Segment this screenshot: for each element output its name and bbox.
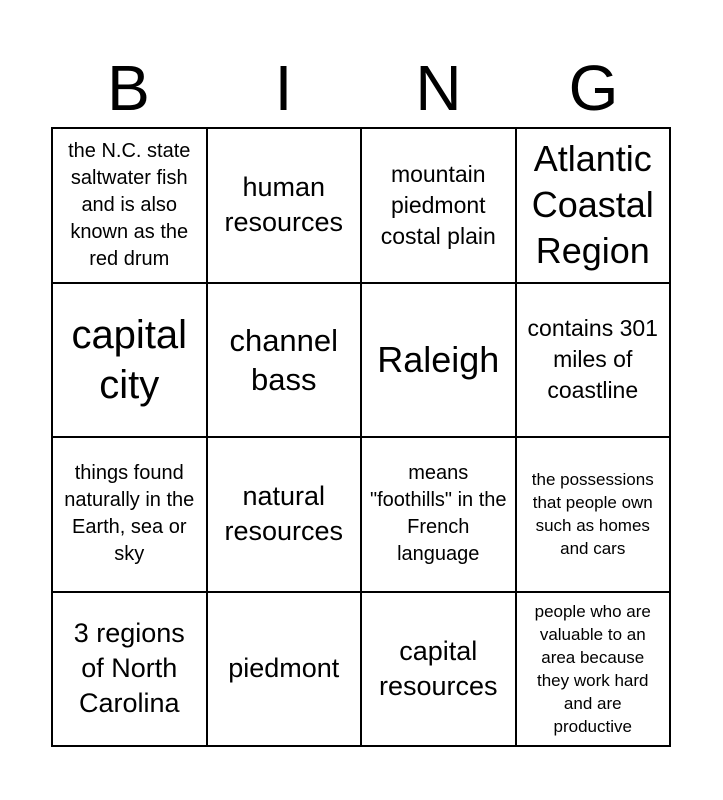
bingo-cell[interactable] xyxy=(516,437,671,592)
bingo-cell[interactable] xyxy=(207,283,362,438)
cell-text: human resources xyxy=(224,172,344,238)
cell-text: the N.C. state saltwater fish and is also known as the red drum xyxy=(68,139,191,270)
cell-text: people who are valuable to an area because they work hard and are productive xyxy=(534,601,651,736)
bingo-board xyxy=(51,127,671,747)
cell-text: the possessions that people own such as homes and cars xyxy=(531,470,654,559)
bingo-cell[interactable] xyxy=(207,128,362,283)
cell-text: capital city xyxy=(71,312,188,407)
cell-text: contains 301 miles of coastline xyxy=(527,315,658,404)
bingo-cell[interactable] xyxy=(361,128,516,283)
bingo-cell[interactable] xyxy=(516,592,671,747)
header-letter-n: N xyxy=(415,52,462,124)
cell-text: things found naturally in the Earth, sea or sky xyxy=(64,462,195,566)
bingo-cell[interactable] xyxy=(52,592,207,747)
bingo-cell[interactable] xyxy=(207,592,362,747)
bingo-cell[interactable] xyxy=(361,592,516,747)
bingo-cell[interactable] xyxy=(361,437,516,592)
header-letter-g: G xyxy=(568,52,619,124)
header-letter-b: B xyxy=(107,52,150,124)
cell-text: mountain piedmont costal plain xyxy=(380,160,496,249)
bingo-cell[interactable] xyxy=(361,283,516,438)
cell-text: means "foothills" in the French language xyxy=(370,462,507,566)
bingo-cell[interactable] xyxy=(207,437,362,592)
cell-text: natural resources xyxy=(224,481,344,547)
bingo-header xyxy=(51,52,671,124)
bingo-cell[interactable] xyxy=(516,128,671,283)
cell-text: Atlantic Coastal Region xyxy=(531,138,654,272)
cell-text: 3 regions of North Carolina xyxy=(73,618,185,719)
header-letter-i: I xyxy=(274,52,293,124)
bingo-cell[interactable] xyxy=(516,283,671,438)
cell-text: channel bass xyxy=(229,322,339,397)
cell-text: capital resources xyxy=(378,635,498,701)
bingo-cell[interactable] xyxy=(52,128,207,283)
bingo-cell[interactable] xyxy=(52,437,207,592)
cell-text: piedmont xyxy=(228,653,340,684)
bingo-cell[interactable] xyxy=(52,283,207,438)
cell-text: Raleigh xyxy=(377,338,500,380)
